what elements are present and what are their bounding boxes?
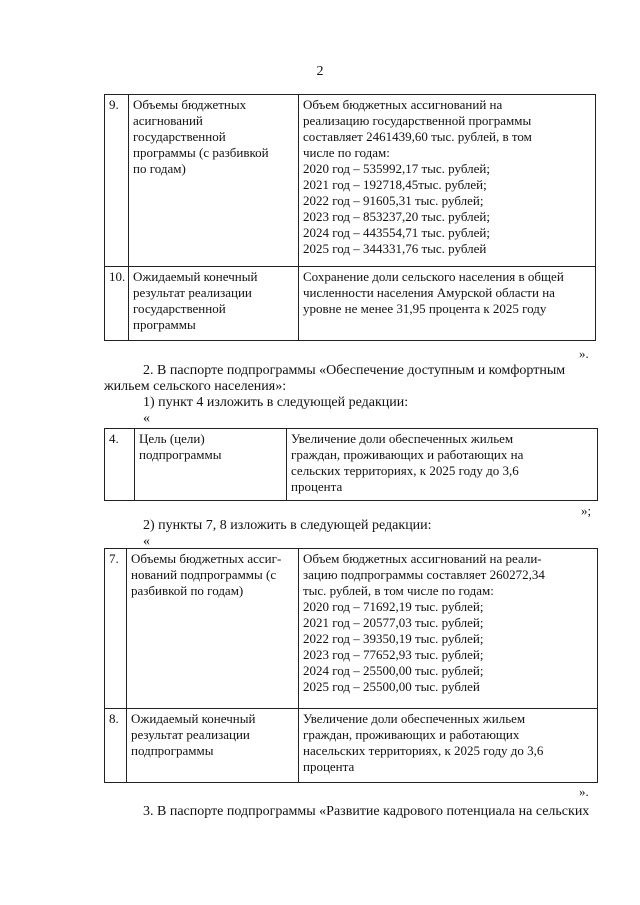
table-row (105, 429, 598, 501)
row-value: Сохранение доли сельского населения в общей численности населения Амурской области на уровне не менее 31,95 процента к 2025 году (299, 267, 596, 341)
row-label: Ожидаемый конечный результат реализации подпрограммы (127, 709, 299, 783)
open-quote-1: « (143, 411, 150, 426)
table-row (105, 549, 598, 709)
closing-quote-1: ». (579, 346, 589, 361)
item-1-text: 1) пункт 4 изложить в следующей редакции: (143, 395, 409, 410)
section-2-heading: 2. В паспорте подпрограммы «Обеспечение доступным и комфортным (143, 363, 566, 378)
row-number: 4. (105, 429, 135, 501)
closing-quote-3: ». (579, 784, 589, 799)
table-row (105, 95, 596, 267)
table-row (105, 709, 598, 783)
row-label: Ожидаемый конечный результат реализации государственной программы (129, 267, 299, 341)
closing-quote-2: »; (581, 503, 592, 518)
row-label: Объемы бюджетных ассиг- нований подпрограммы (с разбивкой по годам) (127, 549, 299, 709)
row-value: Увеличение доли обеспеченных жильем граждан, проживающих и работающих на сельских территориях, к 2025 году до 3,6 процента (287, 429, 598, 501)
row-value: Объем бюджетных ассигнований на реализацию государственной программы составляет 2461439,60 тыс. рублей, в том числе по годам: 2020 год – 535992,17 тыс. рублей; 2021 год – 192718,45тыс. рублей; 2022 год – 91605,31 тыс. рублей; 2023 год – 853237,20 тыс. рублей; 2024 год – 443554,71 тыс. рублей; 2025 год – 344331,76 тыс. рублей (299, 95, 596, 267)
row-number: 9. (105, 95, 129, 267)
section-3-heading: 3. В паспорте подпрограммы «Развитие кадрового потенциала на сельских (143, 804, 590, 819)
row-value: Объем бюджетных ассигнований на реали- зацию подпрограммы составляет 260272,34 тыс. рублей, в том числе по годам: 2020 год – 71692,19 тыс. рублей; 2021 год – 20577,03 тыс. рублей; 2022 год – 39350,19 тыс. рублей; 2023 год – 77652,93 тыс. рублей; 2024 год – 25500,00 тыс. рублей; 2025 год – 25500,00 тыс. рублей (299, 549, 598, 709)
row-number: 7. (105, 549, 127, 709)
passport-table-1 (104, 94, 596, 341)
open-quote-2: « (143, 534, 150, 549)
passport-table-2 (104, 428, 598, 501)
row-number: 10. (105, 267, 129, 341)
item-2-text: 2) пункты 7, 8 изложить в следующей редакции: (143, 518, 432, 533)
row-label: Цель (цели) подпрограммы (135, 429, 287, 501)
passport-table-3 (104, 548, 598, 783)
table-row (105, 267, 596, 341)
row-label: Объемы бюджетных асигнований государственной программы (с разбивкой по годам) (129, 95, 299, 267)
row-number: 8. (105, 709, 127, 783)
page-number: 2 (316, 64, 324, 79)
section-2-heading-cont: жильем сельского населения»: (104, 379, 287, 394)
row-value: Увеличение доли обеспеченных жильем граждан, проживающих и работающих насельских территориях, к 2025 году до 3,6 процента (299, 709, 598, 783)
